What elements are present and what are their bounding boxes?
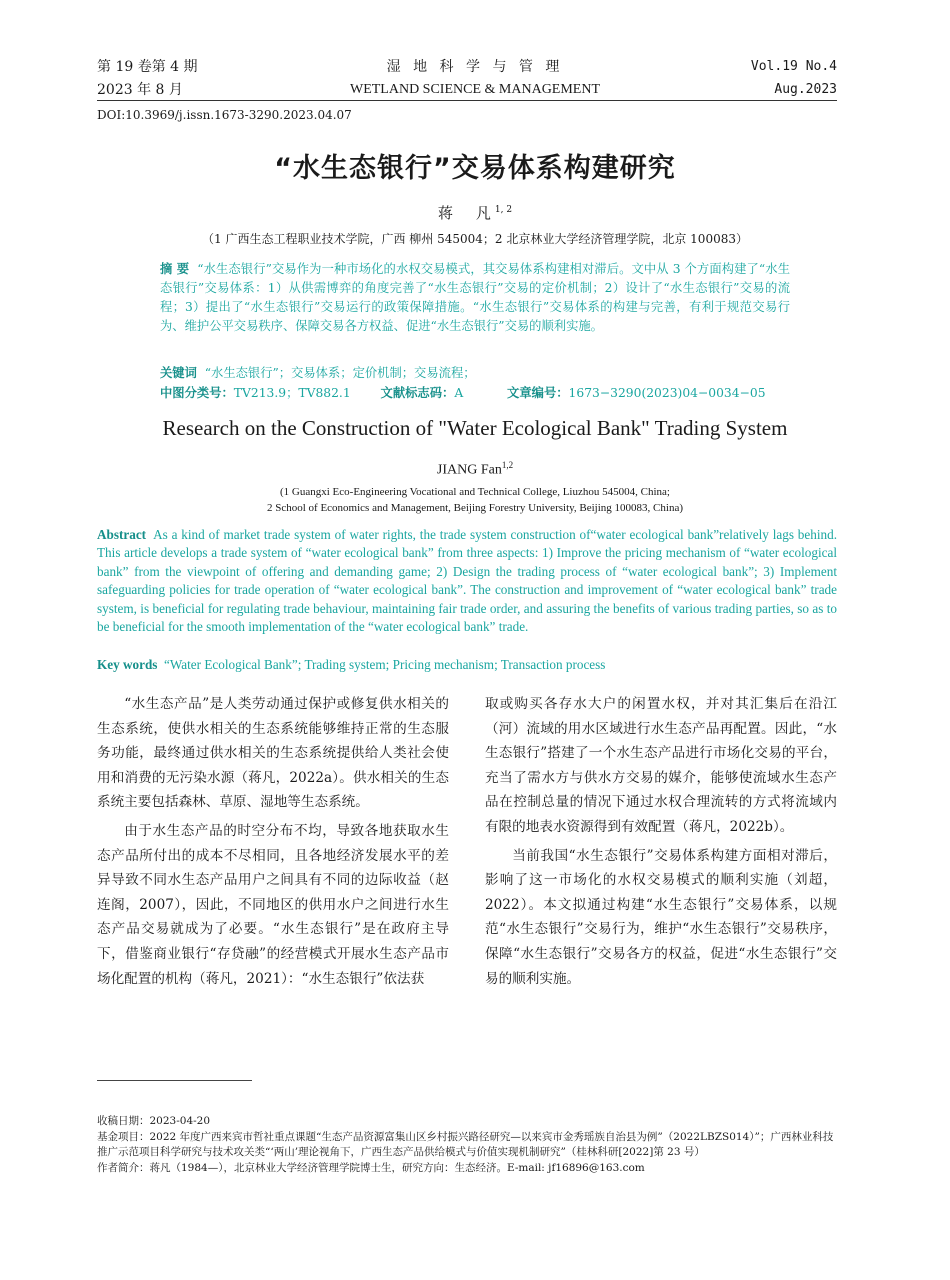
author-cn-name: 蒋 凡 (437, 204, 495, 222)
footnotes (97, 1114, 837, 1176)
footnote-fund: 基金项目：2022 年度广西来宾市哲社重点课题“生态产品资源富集山区乡村振兴路径研究—以来宾市金秀瑶族自治县为例”（2022LBZS014）”；广西林业科技推广示范项目科学研究与技术攻关类“‘两山’理论视角下，广西生态产品供给模式与价值实现机制研究”（桂林科研[2022]第 23 号） (97, 1130, 834, 1158)
keywords-en-text: “Water Ecological Bank”; Trading system; Pricing mechanism; Transaction process (164, 657, 606, 672)
keywords-cn (160, 364, 790, 383)
affiliation-cn: （1 广西生态工程职业技术学院，广西 柳州 545004；2 北京林业大学经济管理学院，北京 100083） (202, 232, 748, 246)
clc-label: 中图分类号： (160, 386, 234, 400)
doi: DOI:10.3969/j.issn.1673-3290.2023.04.07 (97, 108, 352, 122)
clc-value: TV213.9；TV882.1 (233, 386, 351, 400)
header-rule (97, 100, 837, 101)
abstract-cn-label: 摘 要 (160, 262, 190, 276)
abstract-en-label: Abstract (97, 527, 147, 542)
header-journal-en: WETLAND SCIENCE & MANAGEMENT (349, 82, 601, 97)
body-paragraph: 取或购买各存水大户的闲置水权，并对其汇集后在沿江（河）流域的用水区域进行水生态产品再配置。因此，“水生态银行”搭建了一个水生态产品进行市场化交易的平台，充当了需水方与供水方交易的媒介，能够使流域水生态产品在控制总量的情况下通过水权合理流转的方式将流域内有限的地表水资源得到有效配置（蒋凡，2022b）。 (485, 696, 837, 835)
abstract-cn-text: “水生态银行”交易作为一种市场化的水权交易模式，其交易体系构建相对滞后。文中从 3 个方面构建了“水生态银行”交易体系：1）从供需博弈的角度完善了“水生态银行”交易的定价机制；2）设计了“水生态银行”交易的流程；3）提出了“水生态银行”交易运行的政策保障措施。“水生态银行”交易体系的构建与完善，有利于规范交易行为、维护公平交易秩序、保障交易各方权益、促进“水生态银行”交易的顺利实施。 (160, 262, 791, 333)
author-en (0, 460, 950, 479)
header-volume-en: Vol.19 No.4 (750, 59, 837, 74)
footnote-received: 收稿日期：2023-04-20 (97, 1115, 211, 1127)
doccode-value: A (454, 386, 464, 400)
header-date-en: Aug.2023 (774, 82, 837, 97)
author-cn (0, 202, 950, 223)
header-volume-cn: 第 19 卷第 4 期 (97, 59, 198, 75)
body-paragraph: 当前我国“水生态银行”交易体系构建方面相对滞后，影响了这一市场化的水权交易模式的顺利实施（刘超，2022）。本文拟通过构建“水生态银行”交易体系，以规范“水生态银行”交易行为，维护“水生态银行”交易秩序，保障“水生态银行”交易各方的权益，促进“水生态银行”交易的顺利实施。 (485, 847, 837, 987)
header-journal-cn: 湿 地 科 学 与 管 理 (386, 59, 564, 75)
article-no-label: 文章编号： (507, 386, 569, 400)
body-column-right (485, 692, 837, 991)
classification-row (160, 384, 790, 403)
body-column-left (97, 692, 449, 991)
keywords-en (97, 656, 837, 674)
keywords-en-label: Key words (97, 657, 158, 672)
header-date-cn: 2023 年 8 月 (97, 82, 183, 98)
article-no-value: 1673−3290(2023)04−0034−05 (568, 386, 766, 400)
body-paragraph: 由于水生态产品的时空分布不均，导致各地获取水生态产品所付出的成本不尽相同，且各地经济发展水平的差异导致不同水生态产品用户之间具有不同的边际收益（赵连阁，2007），因此，不同地区的供用水户之间进行水生态产品交易就成为了必要。“水生态银行”是在政府主导下，借鉴商业银行“存贷融”的经营模式开展水生态产品市场化配置的机构（蒋凡，2021）：“水生态银行”依法获 (97, 822, 449, 987)
keywords-cn-text: “水生态银行”；交易体系；定价机制；交易流程； (204, 366, 476, 380)
author-cn-sup: 1, 2 (494, 205, 513, 215)
affiliation-en-1: (1 Guangxi Eco-Engineering Vocational and Technical College, Liuzhou 545004, China; (280, 486, 670, 498)
footnote-author: 作者简介：蒋凡（1984—），北京林业大学经济管理学院博士生，研究方向：生态经济。E-mail: jf16896@163.com (97, 1161, 645, 1174)
page-title: “水生态银行”交易体系构建研究 (274, 153, 676, 184)
affiliation-en-2: 2 School of Economics and Management, Beijing Forestry University, Beijing 100083, China) (266, 502, 683, 514)
abstract-en (97, 526, 837, 636)
abstract-cn (160, 260, 790, 336)
footnote-rule (97, 1080, 252, 1081)
abstract-en-text: As a kind of market trade system of water rights, the trade system construction of“water ecological bank”relatively lags behind. This article develops a trade system of “water ecological bank” from three aspects: 1) Improve the pricing mechanism of “water ecological bank” from the viewpoint of offering and demanding game; 2) Design the trading process of “water ecological bank”; 3) Implement safeguarding policies for trade operation of “water ecological bank”. The construction and improvement of “water ecological bank” trade system, is beneficial for regulating trade behaviour, maintaining fair trade order, and assuring the benefits of various trading parties, so as to be beneficial for the smooth implementation of the “water ecological bank” trade. (97, 527, 837, 635)
title-en: Research on the Construction of "Water Ecological Bank" Trading System (162, 416, 788, 440)
author-en-name: JIANG Fan (436, 462, 502, 478)
author-en-sup: 1,2 (501, 460, 514, 470)
doccode-label: 文献标志码： (380, 386, 455, 400)
keywords-cn-label: 关键词 (160, 366, 197, 380)
body-paragraph: “水生态产品”是人类劳动通过保护或修复供水相关的生态系统，使供水相关的生态系统能够维持正常的生态服务功能，最终通过供水相关的生态系统提供给人类社会使用和消费的无污染水源（蒋凡，2022a）。供水相关的生态系统主要包括森林、草原、湿地等生态系统。 (97, 696, 449, 811)
